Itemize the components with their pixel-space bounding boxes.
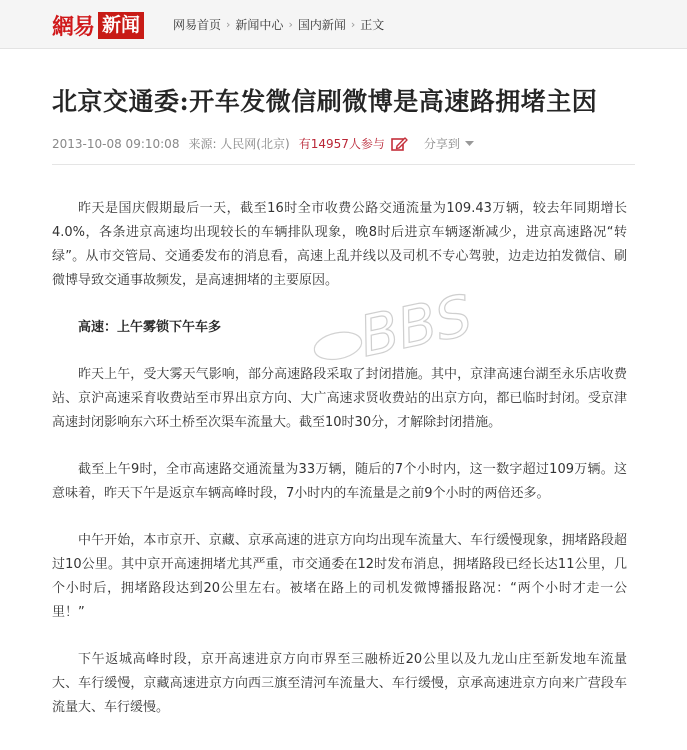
- article-paragraph: 昨天是国庆假期最后一天，截至16时全市收费公路交通流量为109.43万辆，较去年同期增长4.0%，各条进京高速均出现较长的车辆排队现象，晚8时后进京车辆逐渐减少，进京高速路况“转绿”。从市交管局、交通委发布的消息看，高速上乱并线以及司机不专心驾驶，边走边拍发微信、刷微博导致交通事故频发，是高速拥堵的主要原因。: [52, 201, 627, 288]
- article-meta: [52, 135, 474, 152]
- breadcrumb-current: 正文: [360, 18, 385, 32]
- article-paragraph: 下午返城高峰时段，京开高速进京方向市界至三融桥近20公里以及九龙山庄至新发地车流量大、车行缓慢，京藏高速进京方向西三旗至清河车流量大、车行缓慢，京承高速进京方向来广营段车流量大、车行缓慢。: [52, 652, 627, 715]
- breadcrumb-domestic-news[interactable]: 国内新闻: [297, 18, 346, 32]
- breadcrumb-news-center[interactable]: 新闻中心: [235, 18, 284, 32]
- article-source[interactable]: 来源: 人民网(北京): [188, 137, 290, 151]
- meta-divider: [52, 164, 635, 165]
- participants-count-link[interactable]: 有14957人参与: [298, 137, 385, 151]
- publish-time: 2013-10-08 09:10:08: [52, 136, 180, 151]
- breadcrumb-separator-icon: ›: [350, 18, 356, 31]
- svg-text:BBS: BBS: [354, 283, 478, 371]
- share-label: 分享到: [423, 137, 460, 151]
- article-paragraph: 中午开始，本市京开、京藏、京承高速的进京方向均出现车流量大、车行缓慢现象，拥堵路段超过10公里。其中京开高速拥堵尤其严重，市交通委在12时发布消息，拥堵路段已经长达11公里，几个小时后，拥堵路段达到20公里左右。被堵在路上的司机发微博播报路况：“两个小时才走一公里！”: [52, 533, 627, 620]
- article-paragraph: 截至上午9时，全市高速路交通流量为33万辆，随后的7个小时内，这一数字超过109万辆。这意味着，昨天下午是返京车辆高峰时段，7小时内的车流量是之前9个小时的两倍还多。: [52, 462, 627, 501]
- top-navigation-bar: [0, 0, 687, 49]
- share-dropdown[interactable]: [424, 135, 474, 152]
- article-subheading: 高速：上午雾锁下午车多: [78, 320, 222, 335]
- breadcrumb-separator-icon: ›: [288, 18, 293, 31]
- breadcrumb-separator-icon: ›: [226, 18, 231, 31]
- logo-netease-text: 網易: [52, 13, 95, 40]
- article-paragraph: 昨天上午，受大雾天气影响，部分高速路段采取了封闭措施。其中，京津高速台湖至永乐店收费站、京沪高速采育收费站至市界出京方向、大广高速求贤收费站的出京方向，都已临时封闭。受京津高速封闭影响东六环土桥至次渠车流量大。截至10时30分，才解除封闭措施。: [52, 367, 627, 430]
- breadcrumb: [173, 16, 384, 33]
- comment-edit-icon[interactable]: [391, 136, 408, 152]
- breadcrumb-home[interactable]: 网易首页: [173, 18, 222, 32]
- article-title: 北京交通委:开车发微信刷微博是高速路拥堵主因: [52, 87, 598, 116]
- dropdown-triangle-icon: [465, 141, 474, 147]
- netease-news-logo[interactable]: [52, 11, 144, 39]
- article-body: [52, 197, 627, 743]
- logo-news-text: 新闻: [98, 12, 144, 39]
